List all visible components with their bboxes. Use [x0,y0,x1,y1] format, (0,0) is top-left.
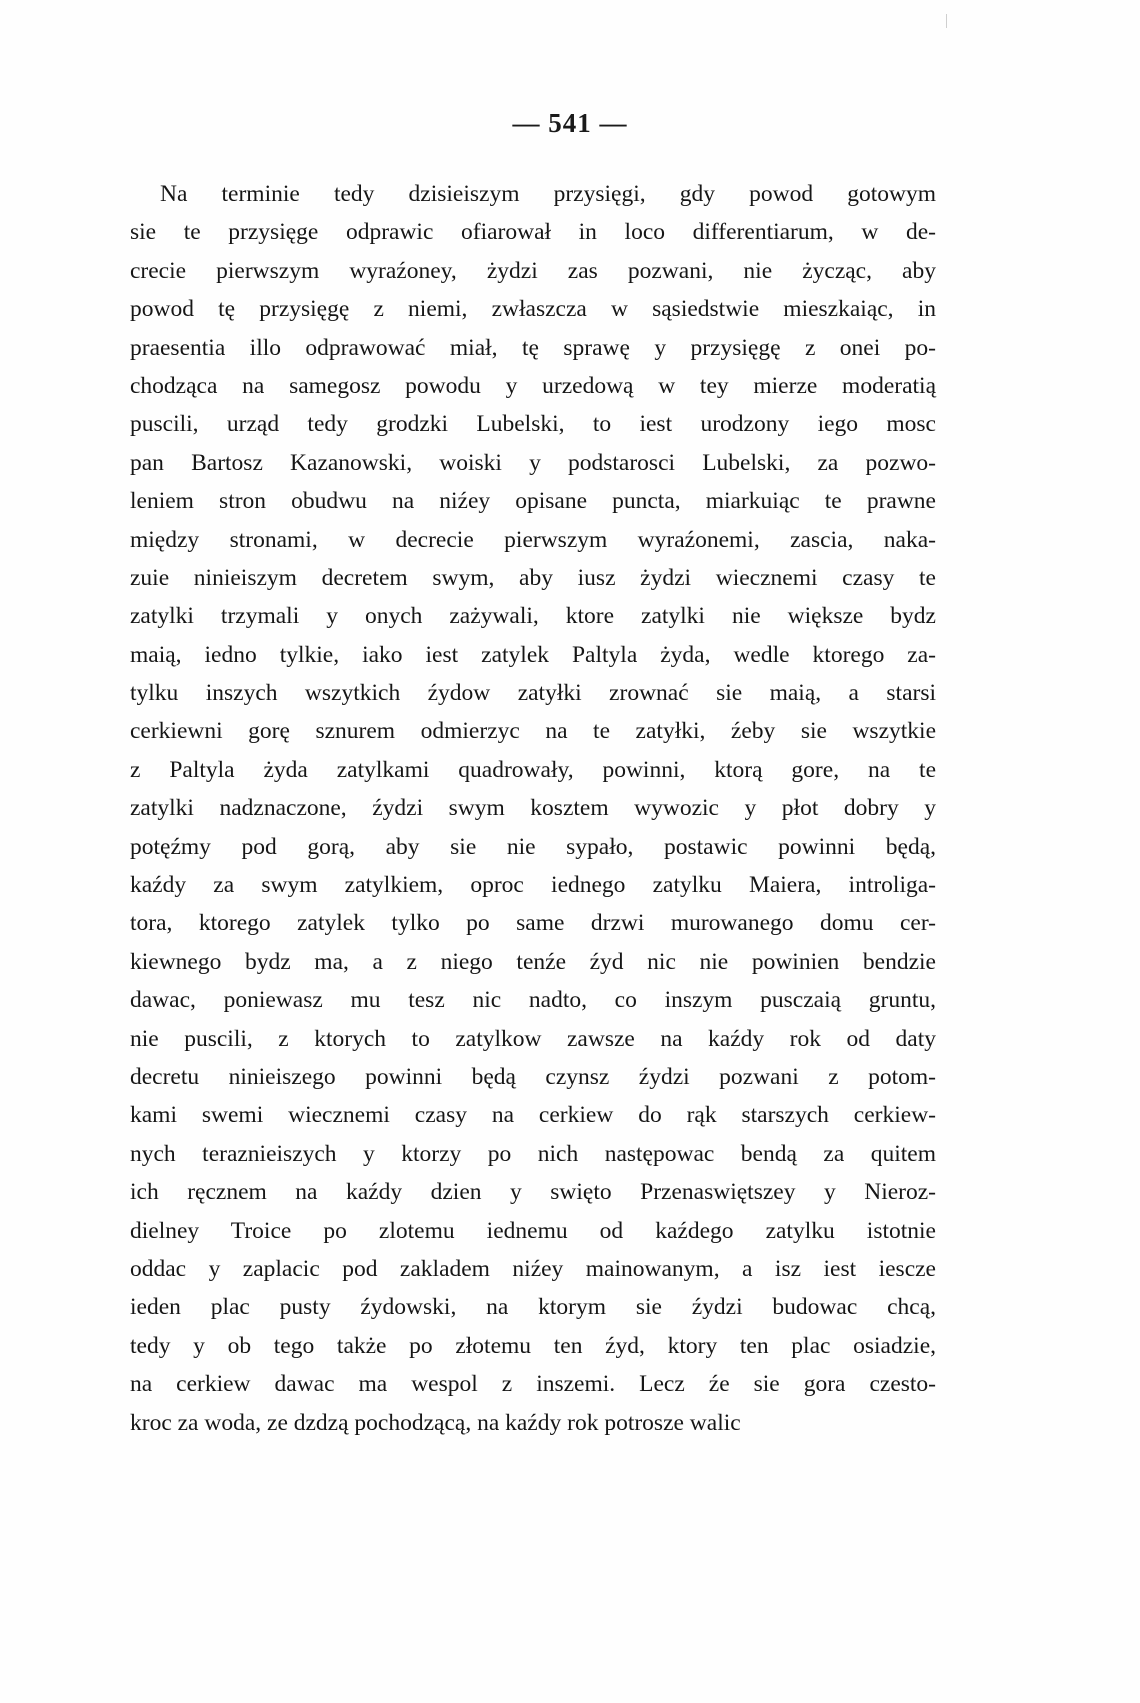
scan-edge-mark [946,14,947,28]
text-line: chodząca na samegosz powodu y urzedową w tey mierze moderatią [130,372,936,399]
text-line: ich ręcznem na kaźdy dzien y swięto Przenaswiętszey y Nieroz- [130,1179,936,1206]
text-line: zatylki nadznaczone, źydzi swym kosztem wywozic y płot dobry y [130,795,936,822]
page-number: — 541 — [512,108,628,138]
text-line: crecie pierwszym wyraźoney, żydzi zas pozwani, nie życząc, aby [130,257,936,284]
text-line: nie puscili, z ktorych to zatylkow zawsze na kaźdy rok od daty [130,1025,936,1052]
text-line: kiewnego bydz ma, a z niego tenźe źyd nic nie powinien bendzie [130,948,936,975]
text-line: oddac y zaplacic pod zakladem niźey mainowanym, a isz iest iescze [130,1255,936,1282]
text-line: tora, ktorego zatylek tylko po same drzwi murowanego domu cer- [130,910,936,937]
text-line: tedy y ob tego także po złotemu ten źyd, ktory ten plac osiadzie, [130,1332,936,1359]
text-line: zatylki trzymali y onych zażywali, ktore zatylki nie większe bydz [130,603,936,630]
text-line: powod tę przysięgę z niemi, zwłaszcza w sąsiedstwie mieszkaiąc, in [130,296,936,323]
text-line: cerkiewni gorę sznurem odmierzyc na te zatyłki, źeby sie wszytkie [130,718,936,745]
text-line: między stronami, w decrecie pierwszym wyraźonemi, zascia, naka- [130,526,936,553]
text-line: z Paltyla żyda zatylkami quadrowały, powinni, ktorą gore, na te [130,756,936,783]
text-line: Na terminie tedy dzisieiszym przysięgi, gdy powod gotowym [160,181,936,207]
text-line: dawac, poniewasz mu tesz nic nadto, co inszym pusczaią gruntu, [130,987,936,1014]
text-line: kroc za woda, ze dzdzą pochodzącą, na kaźdy rok potrosze walic [130,1409,741,1436]
text-line: nych teraznieiszych y ktorzy po nich następowac bendą za quitem [130,1140,936,1167]
text-line: leniem stron obudwu na niźey opisane puncta, miarkuiąc te prawne [130,488,936,515]
text-line: decretu ninieiszego powinni będą czynsz źydzi pozwani z potom- [130,1063,936,1090]
text-line: puscili, urząd tedy grodzki Lubelski, to iest urodzony iego mosc [130,411,936,438]
text-line: praesentia illo odprawować miał, tę sprawę y przysięgę z onei po- [130,334,936,361]
body-text [130,175,936,1442]
text-line: sie te przysięge odprawic ofiarował in loco differentiarum, w de- [130,219,936,246]
text-line: na cerkiew dawac ma wespol z inszemi. Lecz źe sie gora czesto- [130,1371,936,1398]
text-line: kami swemi wiecznemi czasy na cerkiew do rąk starszych cerkiew- [130,1102,936,1129]
text-line: potęźmy pod gorą, aby sie nie sypało, postawic powinni będą, [130,833,936,860]
text-line: pan Bartosz Kazanowski, woiski y podstarosci Lubelski, za pozwo- [130,449,936,476]
text-line: kaźdy za swym zatylkiem, oproc iednego zatylku Maiera, introliga- [130,872,936,899]
text-line: ieden plac pusty źydowski, na ktorym sie źydzi budowac chcą, [130,1294,936,1321]
text-line: tylku inszych wszytkich źydow zatyłki zrownać sie maią, a starsi [130,680,936,707]
text-line: maią, iedno tylkie, iako iest zatylek Paltyla żyda, wedle ktorego za- [130,641,936,668]
text-line: dielney Troice po zlotemu iednemu od kaźdego zatylku istotnie [130,1217,936,1244]
text-line: zuie ninieiszym decretem swym, aby iusz żydzi wiecznemi czasy te [130,564,936,591]
